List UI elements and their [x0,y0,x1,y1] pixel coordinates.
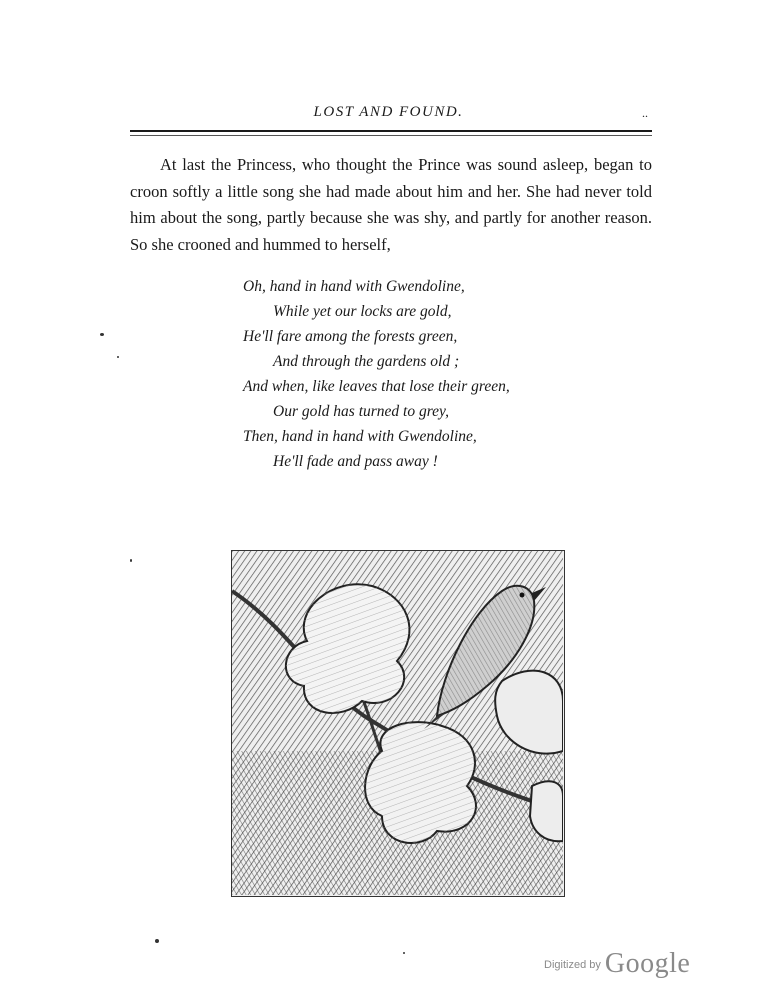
prose-block [130,152,652,258]
bird-eye [520,593,525,598]
bird-leaves-illustration [231,550,565,897]
header-rule-thick [130,130,652,132]
engraving-drawing [232,551,563,895]
head-mark: .. [642,106,648,120]
header-rule-thin [130,135,652,136]
poem-line-2: While yet our locks are gold, [273,303,452,320]
poem-line-3: He'll fare among the forests green, [243,328,458,345]
speck [100,333,104,336]
poem-line-7: Then, hand in hand with Gwendoline, [243,428,477,445]
poem-line-8: He'll fade and pass away ! [273,453,438,470]
speck [403,952,405,954]
watermark-digitized-text: Digitized by [544,959,601,971]
prose-paragraph: At last the Princess, who thought the Prince was sound asleep, began to croon softly a little song she had made about him and her. She had never told him about the song, partly because she was shy, and partly for another reason. So she crooned and hummed to herself, [130,155,652,254]
running-head: LOST AND FOUND. [313,104,464,120]
watermark-brand-logo: Google [604,948,691,979]
speck [117,356,119,358]
digitized-watermark [544,948,690,980]
poem-line-4: And through the gardens old ; [273,353,460,370]
speck [155,939,159,943]
speck [130,559,132,562]
poem-line-1: Oh, hand in hand with Gwendoline, [243,278,465,295]
poem [243,274,603,474]
poem-line-5: And when, like leaves that lose their green, [243,378,510,395]
poem-line-6: Our gold has turned to grey, [273,403,449,420]
